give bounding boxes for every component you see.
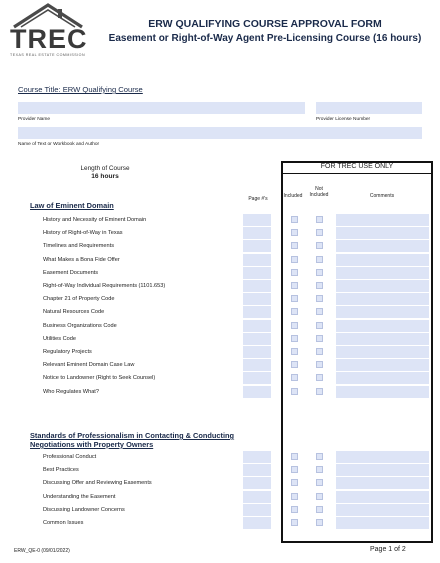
topic-label: Timelines and Requirements <box>43 243 114 249</box>
included-checkbox[interactable] <box>291 322 298 329</box>
topic-label: What Makes a Bona Fide Offer <box>43 257 120 263</box>
included-checkbox[interactable] <box>291 242 298 249</box>
not-included-checkbox[interactable] <box>316 388 323 395</box>
not-included-checkbox[interactable] <box>316 322 323 329</box>
included-checkbox[interactable] <box>291 506 298 513</box>
page-numbers-field[interactable] <box>243 227 271 239</box>
not-included-checkbox[interactable] <box>316 216 323 223</box>
page-numbers-field[interactable] <box>243 346 271 358</box>
included-checkbox[interactable] <box>291 335 298 342</box>
comments-field[interactable] <box>336 359 429 371</box>
not-included-checkbox[interactable] <box>316 229 323 236</box>
included-checkbox[interactable] <box>291 388 298 395</box>
trec-use-only-heading: FOR TREC USE ONLY <box>281 161 433 174</box>
not-included-checkbox[interactable] <box>316 506 323 513</box>
page-numbers-field[interactable] <box>243 280 271 292</box>
provider-license-label: Provider License Number <box>316 117 371 122</box>
course-length-value: 16 hours <box>91 173 119 180</box>
included-checkbox[interactable] <box>291 308 298 315</box>
page-numbers-field[interactable] <box>243 214 271 226</box>
included-header: Included <box>283 193 303 199</box>
included-checkbox[interactable] <box>291 453 298 460</box>
comments-field[interactable] <box>336 372 429 384</box>
topic-label: Regulatory Projects <box>43 349 92 355</box>
topic-label: Business Organizations Code <box>43 323 117 329</box>
comments-field[interactable] <box>336 320 429 332</box>
page-numbers-field[interactable] <box>243 477 271 489</box>
not-included-checkbox[interactable] <box>316 242 323 249</box>
logo-subtitle: TEXAS REAL ESTATE COMMISSION <box>10 53 86 57</box>
not-included-checkbox[interactable] <box>316 361 323 368</box>
page-numbers-field[interactable] <box>243 333 271 345</box>
comments-field[interactable] <box>336 504 429 516</box>
page-numbers-field[interactable] <box>243 267 271 279</box>
not-included-checkbox[interactable] <box>316 479 323 486</box>
page-numbers-field[interactable] <box>243 254 271 266</box>
logo-text: TREC <box>10 24 88 54</box>
not-included-checkbox[interactable] <box>316 256 323 263</box>
page-numbers-field[interactable] <box>243 451 271 463</box>
included-checkbox[interactable] <box>291 216 298 223</box>
comments-field[interactable] <box>336 254 429 266</box>
not-included-checkbox[interactable] <box>316 374 323 381</box>
comments-header: Comments <box>369 193 395 199</box>
included-checkbox[interactable] <box>291 348 298 355</box>
not-included-checkbox[interactable] <box>316 308 323 315</box>
included-checkbox[interactable] <box>291 256 298 263</box>
comments-field[interactable] <box>336 267 429 279</box>
course-length-label: Length of Course <box>80 165 130 172</box>
comments-field[interactable] <box>336 491 429 503</box>
comments-field[interactable] <box>336 214 429 226</box>
comments-field[interactable] <box>336 306 429 318</box>
page-numbers-field[interactable] <box>243 320 271 332</box>
page-numbers-field[interactable] <box>243 491 271 503</box>
not-included-checkbox[interactable] <box>316 493 323 500</box>
form-id: ERW_QE-0 (09/01/2022) <box>14 548 70 554</box>
not-included-checkbox[interactable] <box>316 466 323 473</box>
page-numbers-field[interactable] <box>243 386 271 398</box>
form-subtitle: Easement or Right-of-Way Agent Pre-Licensing Course (16 hours) <box>108 33 422 44</box>
comments-field[interactable] <box>336 240 429 252</box>
topic-label: Relevant Eminent Domain Case Law <box>43 362 135 368</box>
page-numbers-field[interactable] <box>243 464 271 476</box>
provider-name-label: Provider Name <box>18 117 50 122</box>
topic-label: Natural Resources Code <box>43 309 105 315</box>
included-checkbox[interactable] <box>291 361 298 368</box>
topic-label: History of Right-of-Way in Texas <box>43 230 123 236</box>
not-included-checkbox[interactable] <box>316 453 323 460</box>
not-included-header: Not Included <box>309 186 329 198</box>
course-title: Course Title: ERW Qualifying Course <box>18 85 143 94</box>
provider-license-field[interactable] <box>316 102 422 114</box>
section-heading: Law of Eminent Domain <box>30 201 114 210</box>
topic-label: Understanding the Easement <box>43 494 116 500</box>
comments-field[interactable] <box>336 333 429 345</box>
comments-field[interactable] <box>336 227 429 239</box>
not-included-checkbox[interactable] <box>316 282 323 289</box>
topic-label: History and Necessity of Eminent Domain <box>43 217 147 223</box>
not-included-checkbox[interactable] <box>316 348 323 355</box>
topic-label: Best Practices <box>43 467 79 473</box>
form-title: ERW QUALIFYING COURSE APPROVAL FORM <box>148 18 382 30</box>
not-included-checkbox[interactable] <box>316 269 323 276</box>
page-numbers-field[interactable] <box>243 517 271 529</box>
topic-label: Professional Conduct <box>43 454 97 460</box>
topic-label: Notice to Landowner (Right to Seek Counsel) <box>43 375 156 381</box>
text-workbook-label: Name of Text or Workbook and Author <box>18 142 100 147</box>
page-numbers-field[interactable] <box>243 359 271 371</box>
included-checkbox[interactable] <box>291 466 298 473</box>
comments-field[interactable] <box>336 386 429 398</box>
comments-field[interactable] <box>336 346 429 358</box>
topic-label: Who Regulates What? <box>43 389 99 395</box>
comments-field[interactable] <box>336 464 429 476</box>
included-checkbox[interactable] <box>291 493 298 500</box>
not-included-checkbox[interactable] <box>316 335 323 342</box>
included-checkbox[interactable] <box>291 519 298 526</box>
included-checkbox[interactable] <box>291 269 298 276</box>
topic-label: Common Issues <box>43 520 84 526</box>
provider-name-field[interactable] <box>18 102 305 114</box>
comments-field[interactable] <box>336 451 429 463</box>
topic-label: Discussing Offer and Reviewing Easements <box>43 480 152 486</box>
page-numbers-field[interactable] <box>243 306 271 318</box>
topic-label: Utilities Code <box>43 336 76 342</box>
page-numbers-field[interactable] <box>243 372 271 384</box>
page-number: Page 1 of 2 <box>370 546 406 553</box>
included-checkbox[interactable] <box>291 374 298 381</box>
comments-field[interactable] <box>336 293 429 305</box>
page-numbers-field[interactable] <box>243 293 271 305</box>
text-workbook-field[interactable] <box>18 127 422 139</box>
page-numbers-field[interactable] <box>243 504 271 516</box>
comments-field[interactable] <box>336 517 429 529</box>
topic-label: Chapter 21 of Property Code <box>43 296 115 302</box>
not-included-checkbox[interactable] <box>316 519 323 526</box>
topic-label: Right-of-Way Individual Requirements (1101.653) <box>43 283 166 289</box>
page-numbers-header: Page #'s <box>248 196 268 202</box>
included-checkbox[interactable] <box>291 282 298 289</box>
included-checkbox[interactable] <box>291 479 298 486</box>
included-checkbox[interactable] <box>291 295 298 302</box>
included-checkbox[interactable] <box>291 229 298 236</box>
not-included-checkbox[interactable] <box>316 295 323 302</box>
topic-label: Easement Documents <box>43 270 99 276</box>
comments-field[interactable] <box>336 477 429 489</box>
comments-field[interactable] <box>336 280 429 292</box>
page-numbers-field[interactable] <box>243 240 271 252</box>
section-heading: Standards of Professionalism in Contacting & Conducting Negotiations with Property Owners <box>30 431 235 449</box>
topic-label: Discussing Landowner Concerns <box>43 507 125 513</box>
